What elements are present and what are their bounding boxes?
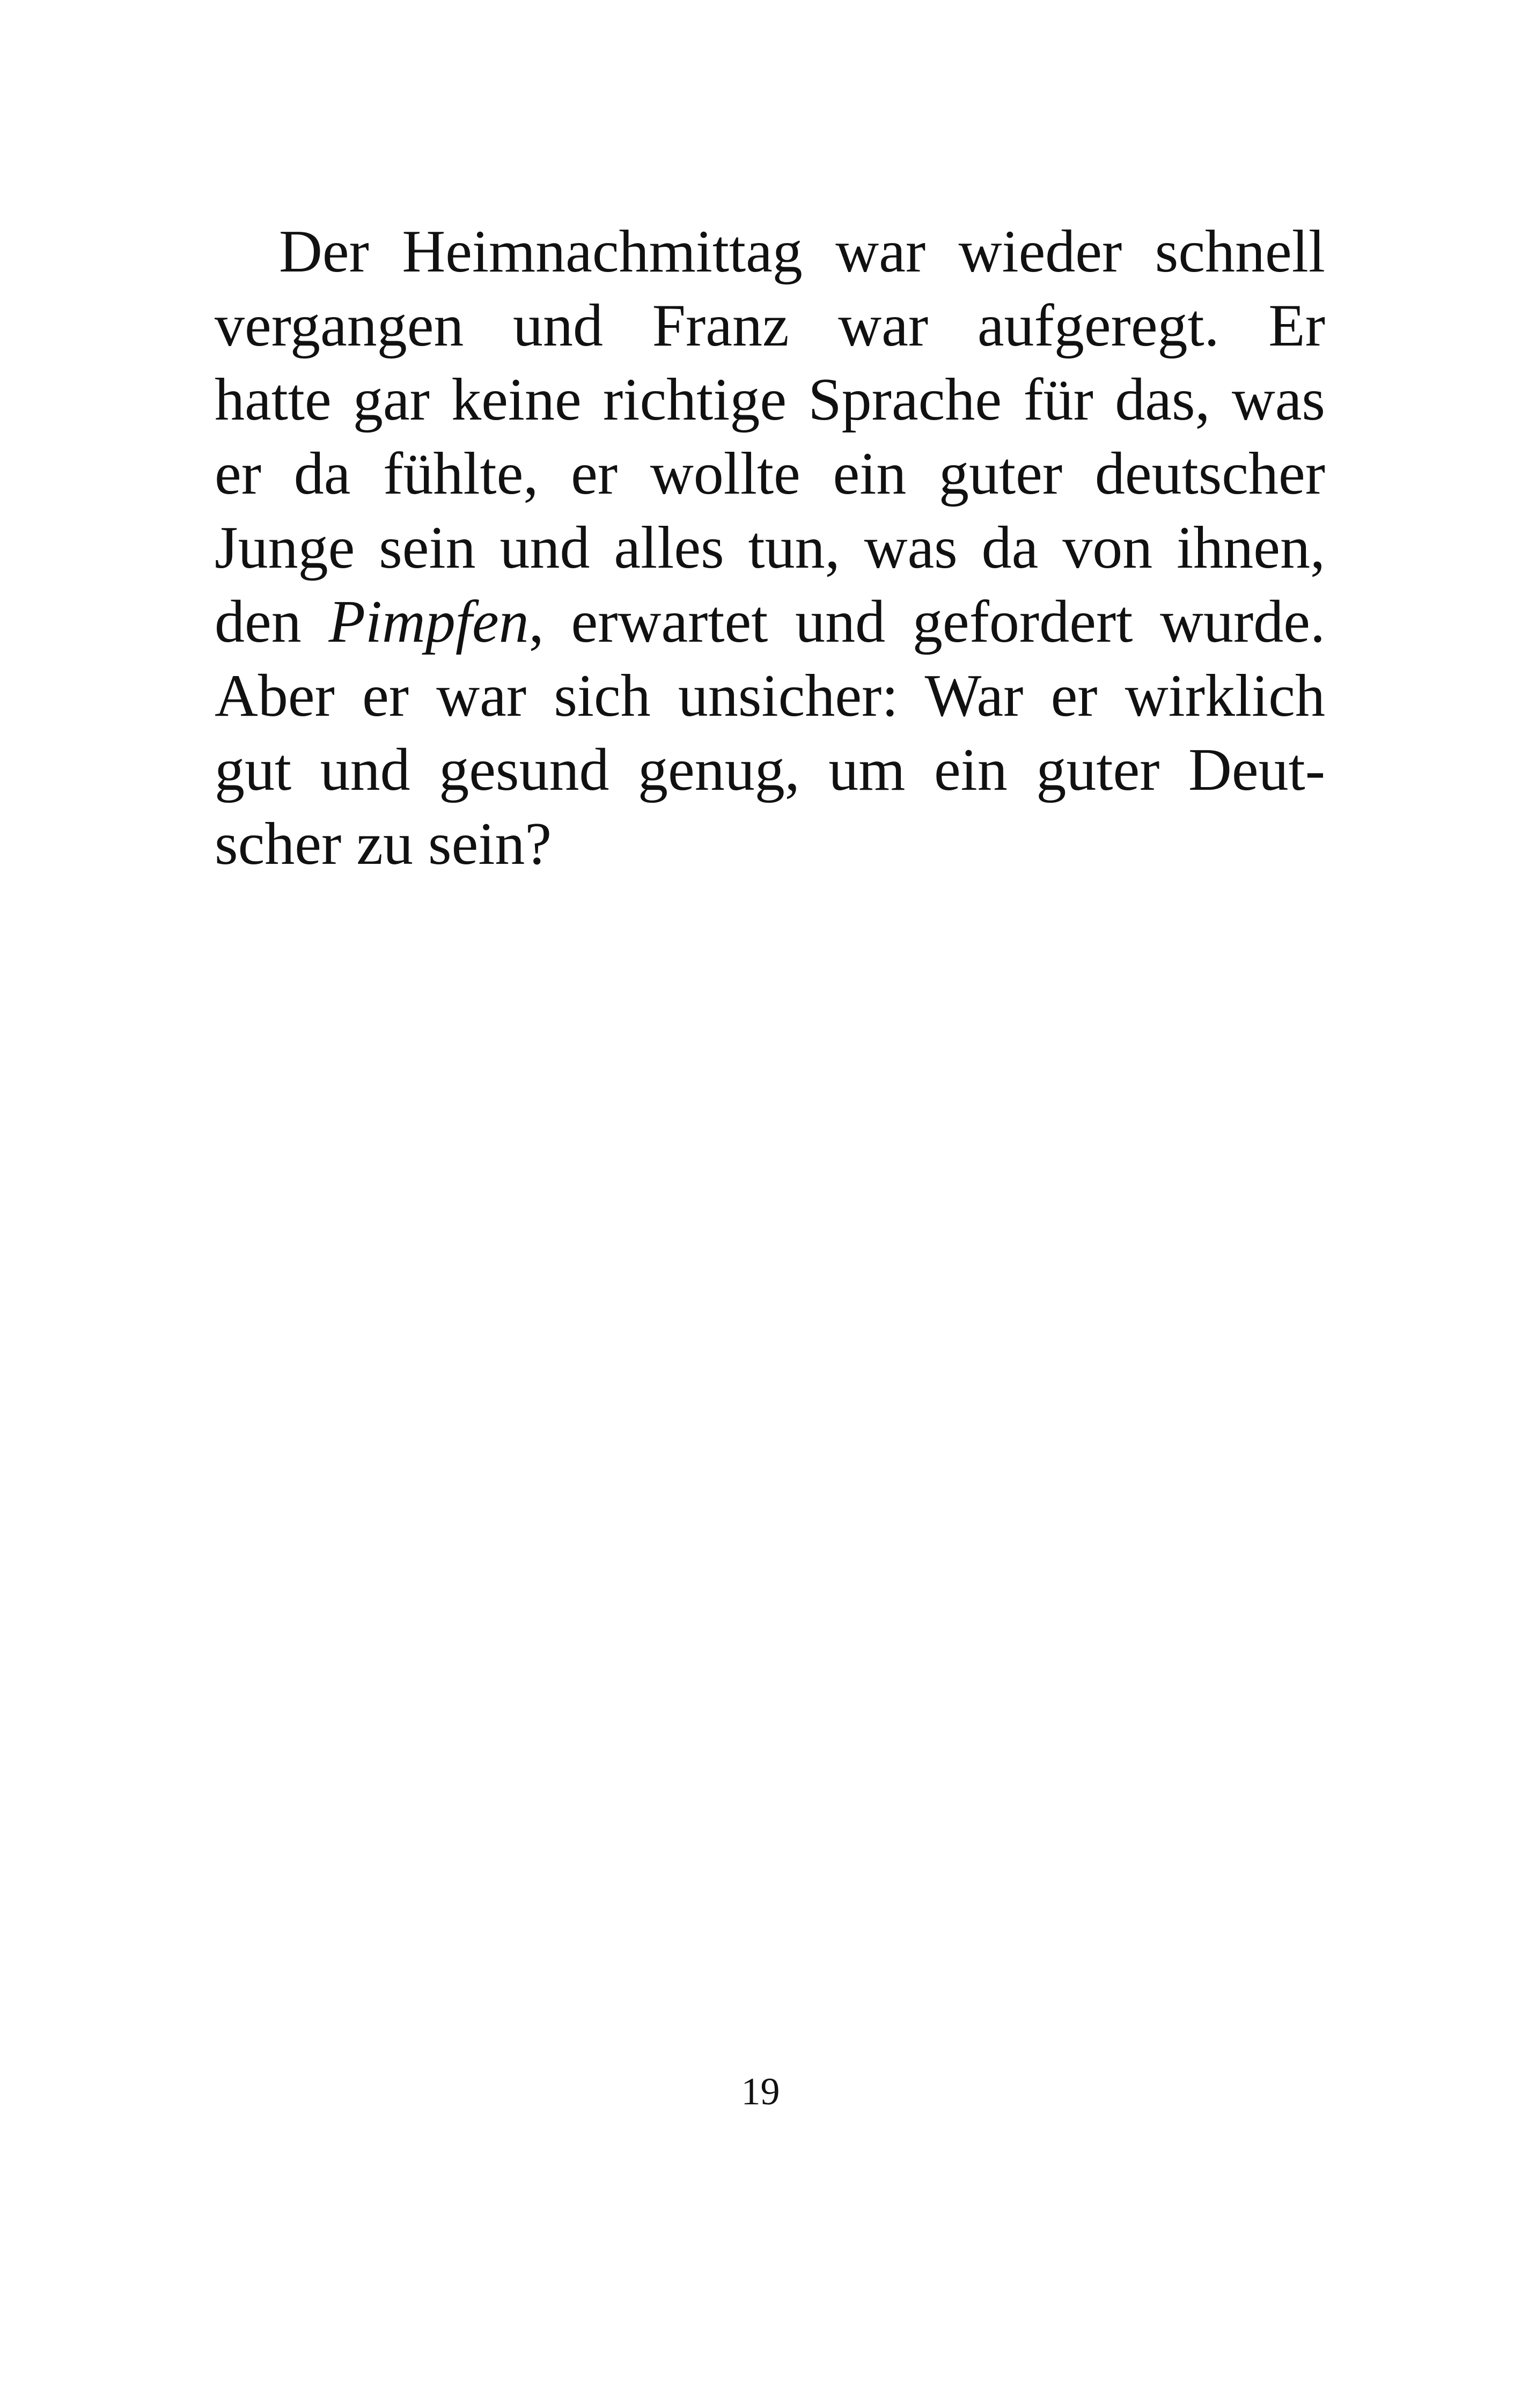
text-line-3: hatte gar keine richtige Sprache für das, was [215,366,1325,433]
text-line-7: Aber er war sich unsicher: War er wirklich [215,663,1325,729]
text-line-9: scher zu sein? [215,811,552,877]
text-line-8: gut und gesund genug, um ein guter Deut- [215,737,1325,803]
page-number: 19 [741,2070,780,2113]
text-line-6 [215,585,1325,659]
text-line-5: Junge sein und alles tun, was da von ihnen, [215,515,1325,581]
text-line-1: Der Heimnachmittag war wieder schnell [279,218,1325,285]
italic-term: Pimpfen [328,589,529,655]
body-paragraph [215,215,1325,881]
text-line-2: vergangen und Franz war aufgeregt. Er [215,292,1325,359]
text-line-6-start: den [215,589,329,655]
text-line-4: er da fühlte, er wollte ein guter deutscher [215,441,1325,507]
text-line-6-end: , erwartet und gefordert wurde. [528,589,1325,655]
